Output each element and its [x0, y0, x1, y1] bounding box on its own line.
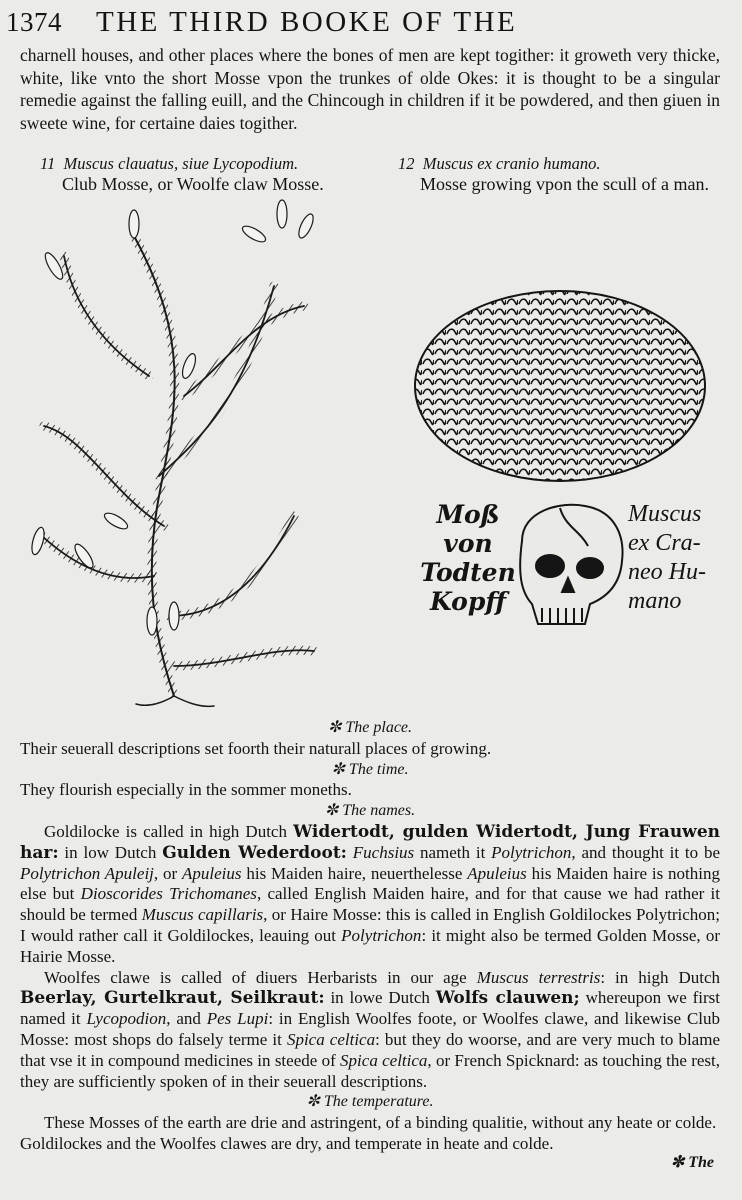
page-number: 1374: [6, 7, 62, 37]
temperature-paragraph-1: These Mosses of the earth are drie and astringent, of a binding qualitie, without any heate or colde.: [44, 1113, 717, 1133]
body-text: [20, 718, 720, 1155]
german-label-line: Todten: [420, 558, 516, 587]
names-heading: ✼ The names.: [324, 802, 416, 820]
figure-11-english: Club Mosse, or Woolfe claw Mosse.: [62, 174, 324, 194]
figure-12-number: 12: [398, 154, 415, 173]
text-run: , or French Spicknard: as touching the rest, they are sufficiently spoken of in their seuerall descriptions.: [20, 1050, 720, 1091]
text-run: , and thought it to be: [571, 842, 720, 862]
figure-11-caption: [40, 153, 380, 195]
figure-12-english: Mosse growing vpon the scull of a man.: [420, 174, 709, 194]
figure-11-number: 11: [40, 154, 56, 173]
moss-tuft: [415, 291, 705, 481]
place-heading: ✼ The place.: [327, 719, 413, 736]
german-label-line: Kopff: [429, 587, 506, 616]
club-moss-woodcut: [24, 196, 324, 711]
figure-12-latin-name: Muscus ex cranio humano.: [422, 154, 601, 173]
text-run: : in high Dutch: [600, 967, 720, 987]
italic-run: Dioscorides Trichomanes: [80, 884, 257, 904]
text-run: in low Dutch: [58, 842, 163, 862]
italic-run: Pes Lupi: [206, 1009, 269, 1029]
text-run: Goldilocke is called in high Dutch: [44, 821, 294, 841]
text-run: : in English Woolfes foote, or Woolfes clawe, and likewise Club Mosse: most shops do falsely terme it: [20, 1009, 721, 1049]
blackletter-run: Gulden Wederdoot:: [162, 842, 347, 863]
page-header: [6, 6, 736, 42]
text-run: : but they do woorse, and are very much to blame that vse it in compound medicines in steede of: [20, 1029, 720, 1070]
text-run: , or Haire Mosse: this is called in English Goldilockes Polytrichon; I would rather call it Goldilockes, leauing out: [20, 905, 720, 945]
text-run: , and: [166, 1009, 207, 1029]
text-run: , or: [153, 863, 182, 883]
german-label: [414, 500, 522, 616]
time-text: They flourish especially in the sommer moneths.: [20, 780, 352, 800]
time-heading: ✼ The time.: [331, 760, 409, 778]
latin-label-line: Muscus: [628, 501, 702, 527]
text-run: nameth it: [414, 842, 492, 862]
text-run: in lowe Dutch: [324, 988, 436, 1008]
italic-run: Polytrichon: [341, 925, 422, 945]
figure-11-latin-name: Muscus clauatus, siue Lycopodium.: [63, 154, 299, 173]
italic-run: Apuleius: [182, 863, 242, 883]
latin-label-line: mano: [628, 588, 682, 614]
temperature-heading: ✼ The temperature.: [306, 1093, 434, 1111]
italic-run: Fuchsius: [352, 842, 415, 862]
blackletter-run: Wolfs clauwen;: [435, 988, 580, 1009]
text-run: : it might also be termed Golden Mosse, or Hairie Mosse.: [20, 925, 720, 966]
figure-12-caption: [398, 153, 728, 195]
names-paragraph-1: [20, 822, 720, 968]
text-run: whereupon we first named it: [20, 988, 720, 1029]
latin-label-line: neo Hu-: [628, 559, 706, 585]
figure-11-latin: [40, 153, 380, 174]
italic-run: Muscus terrestris: [476, 967, 601, 987]
names-paragraph-2: [20, 968, 720, 1093]
latin-label-line: ex Cra-: [628, 530, 701, 556]
intro-paragraph: [20, 44, 720, 134]
blackletter-run: Beerlay, Gurtelkraut, Seilkraut:: [20, 988, 325, 1009]
skull-icon: [520, 505, 622, 624]
italic-run: Polytrichon Apuleij: [20, 863, 154, 883]
text-run: his Maiden haire is nothing else but: [20, 863, 720, 904]
italic-run: Polytrichon: [491, 842, 572, 862]
italic-run: Lycopodion: [86, 1009, 167, 1029]
german-label-line: Moß: [436, 500, 500, 529]
italic-run: Muscus capillaris: [141, 905, 264, 925]
italic-run: Spica celtica: [340, 1050, 428, 1070]
text-run: his Maiden haire, neuerthelesse: [241, 863, 468, 883]
place-text: Their seuerall descriptions set foorth their naturall places of growing.: [20, 738, 492, 758]
german-label-line: von: [443, 529, 493, 558]
intro-text: charnell houses, and other places where the bones of men are kept togither: it groweth very thicke, white, like vnto the short Mosse vpon the trunkes of olde Okes: it is thought to be a singular remedie against the falling euill, and the Chincough in children if it be powdered, and then giuen in sweete wine, for certaine daies togither.: [20, 45, 720, 133]
latin-label: [628, 500, 740, 616]
catchword: ✼ The: [670, 1154, 714, 1171]
text-run: Woolfes clawe is called of diuers Herbarists in our age: [44, 967, 477, 987]
temperature-paragraph-2: Goldilockes and the Woolfes clawes are dry, and temperate in heate and colde.: [20, 1133, 554, 1153]
italic-run: Apuleius: [467, 863, 527, 883]
figure-12-latin: [398, 153, 728, 174]
text-run: , called English Maiden haire, and for that cause we had rather it should be termed: [20, 884, 721, 925]
running-head: THE THIRD BOOKE OF THE: [96, 6, 518, 38]
blackletter-run: Widertodt, gulden Widertodt, Jung Frauwen har:: [20, 821, 720, 863]
italic-run: Spica celtica: [286, 1029, 376, 1049]
